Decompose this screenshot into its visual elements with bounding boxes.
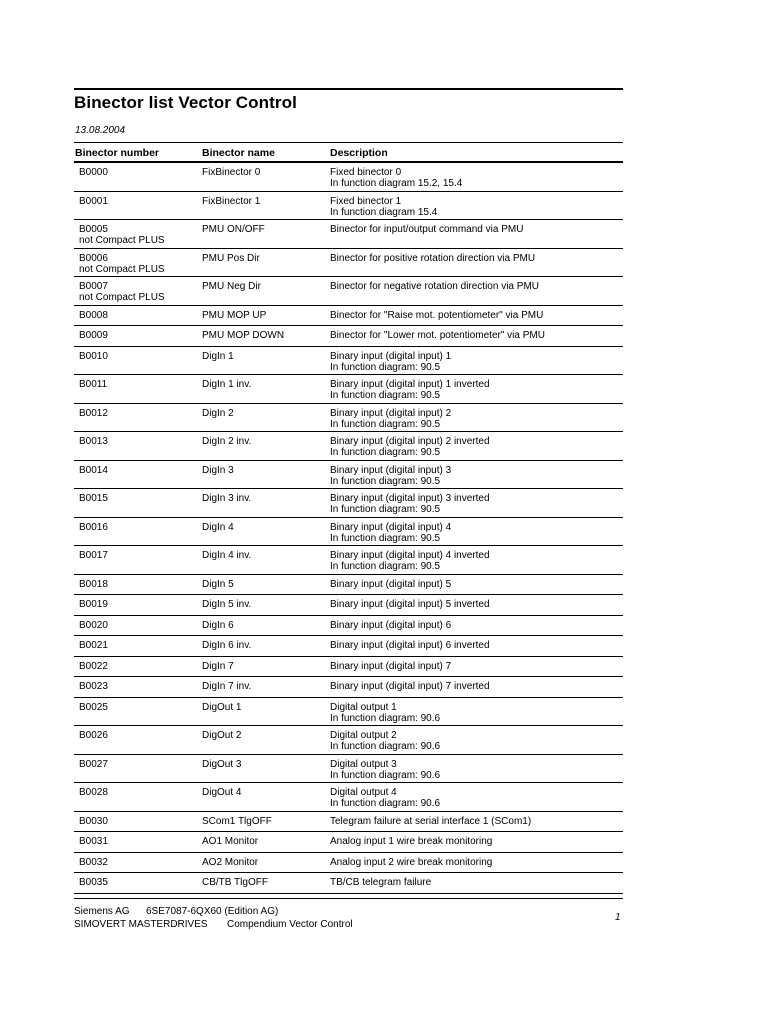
page-title: Binector list Vector Control bbox=[74, 93, 297, 112]
description-cell: Binector for input/output command via PMU bbox=[330, 224, 524, 235]
table-row bbox=[74, 518, 623, 547]
document-date: 13.08.2004 bbox=[75, 125, 126, 136]
table-row bbox=[74, 832, 623, 853]
binector-number-cell: B0000 bbox=[79, 167, 108, 178]
binector-number-cell: B0028 bbox=[79, 787, 108, 798]
description-cell: Analog input 2 wire break monitoring bbox=[330, 856, 493, 868]
binector-number-cell: B0005 not Compact PLUS bbox=[79, 224, 165, 246]
binector-name-cell: DigIn 1 bbox=[202, 350, 234, 362]
footer-rule bbox=[74, 898, 623, 899]
description-cell: Digital output 4 In function diagram: 90.6 bbox=[330, 787, 441, 809]
table-row bbox=[74, 277, 623, 306]
table-row bbox=[74, 489, 623, 518]
description-cell: Digital output 3 In function diagram: 90.6 bbox=[330, 758, 441, 781]
table-header bbox=[74, 142, 623, 163]
binector-name-cell: DigOut 1 bbox=[202, 701, 242, 713]
table-row bbox=[74, 698, 623, 727]
description-cell: Binary input (digital input) 2 In function diagram: 90.5 bbox=[330, 407, 452, 430]
table-row bbox=[74, 616, 623, 637]
description-cell: Binary input (digital input) 4 inverted In function diagram: 90.5 bbox=[330, 550, 490, 572]
table-row bbox=[74, 657, 623, 678]
binector-number-cell: B0027 bbox=[79, 758, 108, 770]
footer-company: Siemens AG bbox=[74, 906, 130, 917]
binector-name-cell: DigIn 6 inv. bbox=[202, 640, 252, 651]
binector-name-cell: DigIn 3 bbox=[202, 464, 234, 476]
binector-number-cell: B0035 bbox=[79, 877, 108, 888]
binector-name-cell: DigIn 2 inv. bbox=[202, 436, 252, 447]
description-cell: Binary input (digital input) 5 bbox=[330, 578, 452, 590]
footer-manual: Compendium Vector Control bbox=[227, 919, 353, 930]
binector-number-cell: B0001 bbox=[79, 195, 108, 207]
table-row bbox=[74, 726, 623, 755]
description-cell: Digital output 1 In function diagram: 90.6 bbox=[330, 701, 441, 724]
table-row bbox=[74, 306, 623, 327]
footer bbox=[74, 905, 353, 931]
binector-name-cell: DigIn 6 bbox=[202, 619, 234, 631]
binector-name-cell: PMU MOP DOWN bbox=[202, 330, 285, 341]
table-row bbox=[74, 546, 623, 575]
binector-number-cell: B0010 bbox=[79, 350, 108, 362]
binector-name-cell: FixBinector 1 bbox=[202, 195, 261, 207]
binector-name-cell: DigIn 5 inv. bbox=[202, 599, 252, 610]
table-row bbox=[74, 192, 623, 221]
binector-number-cell: B0020 bbox=[79, 619, 108, 631]
table-row bbox=[74, 347, 623, 376]
binector-name-cell: SCom1 TlgOFF bbox=[202, 815, 272, 827]
description-cell: Binary input (digital input) 1 In function diagram: 90.5 bbox=[330, 350, 452, 373]
description-cell: TB/CB telegram failure bbox=[330, 877, 432, 888]
description-cell: Binary input (digital input) 3 In function diagram: 90.5 bbox=[330, 464, 452, 487]
binector-name-cell: PMU Pos Dir bbox=[202, 252, 260, 264]
binector-name-cell: FixBinector 0 bbox=[202, 167, 261, 178]
table-row bbox=[74, 636, 623, 657]
binector-number-cell: B0014 bbox=[79, 464, 108, 476]
table-row bbox=[74, 404, 623, 433]
binector-number-cell: B0030 bbox=[79, 815, 108, 827]
table-row bbox=[74, 461, 623, 490]
table-row bbox=[74, 220, 623, 249]
binector-number-cell: B0013 bbox=[79, 436, 108, 447]
table-row bbox=[74, 853, 623, 874]
binector-name-cell: PMU Neg Dir bbox=[202, 281, 261, 292]
binector-name-cell: DigIn 4 bbox=[202, 521, 234, 533]
binector-number-cell: B0007 not Compact PLUS bbox=[79, 281, 165, 303]
header-description: Description bbox=[330, 147, 388, 159]
description-cell: Fixed binector 0 In function diagram 15.2, 15.4 bbox=[330, 167, 463, 189]
binector-name-cell: DigIn 1 inv. bbox=[202, 379, 252, 390]
description-cell: Binary input (digital input) 6 bbox=[330, 619, 452, 631]
description-cell: Binary input (digital input) 5 inverted bbox=[330, 599, 490, 610]
binector-number-cell: B0019 bbox=[79, 599, 108, 610]
table-row bbox=[74, 432, 623, 461]
binector-number-cell: B0009 bbox=[79, 330, 108, 341]
table-row bbox=[74, 595, 623, 616]
table-row bbox=[74, 755, 623, 784]
table-row bbox=[74, 783, 623, 812]
description-cell: Binary input (digital input) 2 inverted In function diagram: 90.5 bbox=[330, 436, 490, 458]
description-cell: Digital output 2 In function diagram: 90.6 bbox=[330, 730, 441, 752]
header-binector-number: Binector number bbox=[75, 147, 160, 159]
binector-number-cell: B0015 bbox=[79, 493, 108, 504]
description-cell: Binector for "Raise mot. potentiometer" via PMU bbox=[330, 309, 544, 321]
table-row bbox=[74, 575, 623, 596]
binector-number-cell: B0017 bbox=[79, 550, 108, 561]
description-cell: Binary input (digital input) 4 In function diagram: 90.5 bbox=[330, 521, 452, 544]
description-cell: Binector for negative rotation direction via PMU bbox=[330, 281, 539, 292]
description-cell: Binary input (digital input) 6 inverted bbox=[330, 640, 490, 651]
page-number: 1 bbox=[615, 912, 621, 923]
description-cell: Binary input (digital input) 7 inverted bbox=[330, 681, 490, 692]
binector-number-cell: B0006 not Compact PLUS bbox=[79, 252, 165, 275]
binector-number-cell: B0011 bbox=[79, 379, 108, 390]
binector-number-cell: B0016 bbox=[79, 521, 108, 533]
binector-number-cell: B0012 bbox=[79, 407, 108, 419]
footer-order-number: 6SE7087-6QX60 (Edition AG) bbox=[146, 906, 279, 917]
table-row bbox=[74, 812, 623, 833]
binector-number-cell: B0022 bbox=[79, 660, 108, 672]
binector-name-cell: CB/TB TlgOFF bbox=[202, 877, 268, 888]
binector-name-cell: DigIn 5 bbox=[202, 578, 234, 590]
binector-number-cell: B0025 bbox=[79, 701, 108, 713]
binector-name-cell: AO2 Monitor bbox=[202, 856, 259, 868]
table-row bbox=[74, 677, 623, 698]
binector-name-cell: DigIn 3 inv. bbox=[202, 493, 252, 504]
binector-number-cell: B0023 bbox=[79, 681, 108, 692]
binector-name-cell: DigIn 7 inv. bbox=[202, 681, 252, 692]
binector-number-cell: B0008 bbox=[79, 309, 108, 321]
top-rule bbox=[74, 88, 623, 90]
binector-name-cell: PMU ON/OFF bbox=[202, 224, 265, 235]
binector-name-cell: DigOut 4 bbox=[202, 787, 242, 798]
description-cell: Binary input (digital input) 7 bbox=[330, 660, 452, 672]
binector-number-cell: B0032 bbox=[79, 856, 108, 868]
binector-number-cell: B0026 bbox=[79, 730, 108, 741]
binector-name-cell: DigOut 2 bbox=[202, 730, 242, 741]
binector-number-cell: B0031 bbox=[79, 836, 108, 847]
description-cell: Analog input 1 wire break monitoring bbox=[330, 836, 493, 847]
header-binector-name: Binector name bbox=[202, 147, 275, 159]
table-row bbox=[74, 326, 623, 347]
binector-number-cell: B0021 bbox=[79, 640, 108, 651]
description-cell: Binector for "Lower mot. potentiometer" via PMU bbox=[330, 330, 545, 341]
binector-name-cell: DigIn 2 bbox=[202, 407, 234, 419]
description-cell: Binector for positive rotation direction via PMU bbox=[330, 252, 536, 264]
table-row bbox=[74, 375, 623, 404]
description-cell: Binary input (digital input) 1 inverted In function diagram: 90.5 bbox=[330, 379, 490, 401]
description-cell: Binary input (digital input) 3 inverted In function diagram: 90.5 bbox=[330, 493, 490, 515]
footer-product: SIMOVERT MASTERDRIVES bbox=[74, 919, 208, 930]
binector-name-cell: AO1 Monitor bbox=[202, 836, 259, 847]
binector-name-cell: DigOut 3 bbox=[202, 758, 242, 770]
binector-name-cell: DigIn 4 inv. bbox=[202, 550, 252, 561]
description-cell: Telegram failure at serial interface 1 (SCom1) bbox=[330, 815, 532, 827]
table-row bbox=[74, 249, 623, 278]
binector-table-body bbox=[74, 163, 623, 894]
binector-number-cell: B0018 bbox=[79, 578, 108, 590]
binector-name-cell: PMU MOP UP bbox=[202, 309, 267, 321]
table-row bbox=[74, 163, 623, 192]
table-row bbox=[74, 873, 623, 894]
binector-name-cell: DigIn 7 bbox=[202, 660, 234, 672]
description-cell: Fixed binector 1 In function diagram 15.4 bbox=[330, 195, 438, 218]
